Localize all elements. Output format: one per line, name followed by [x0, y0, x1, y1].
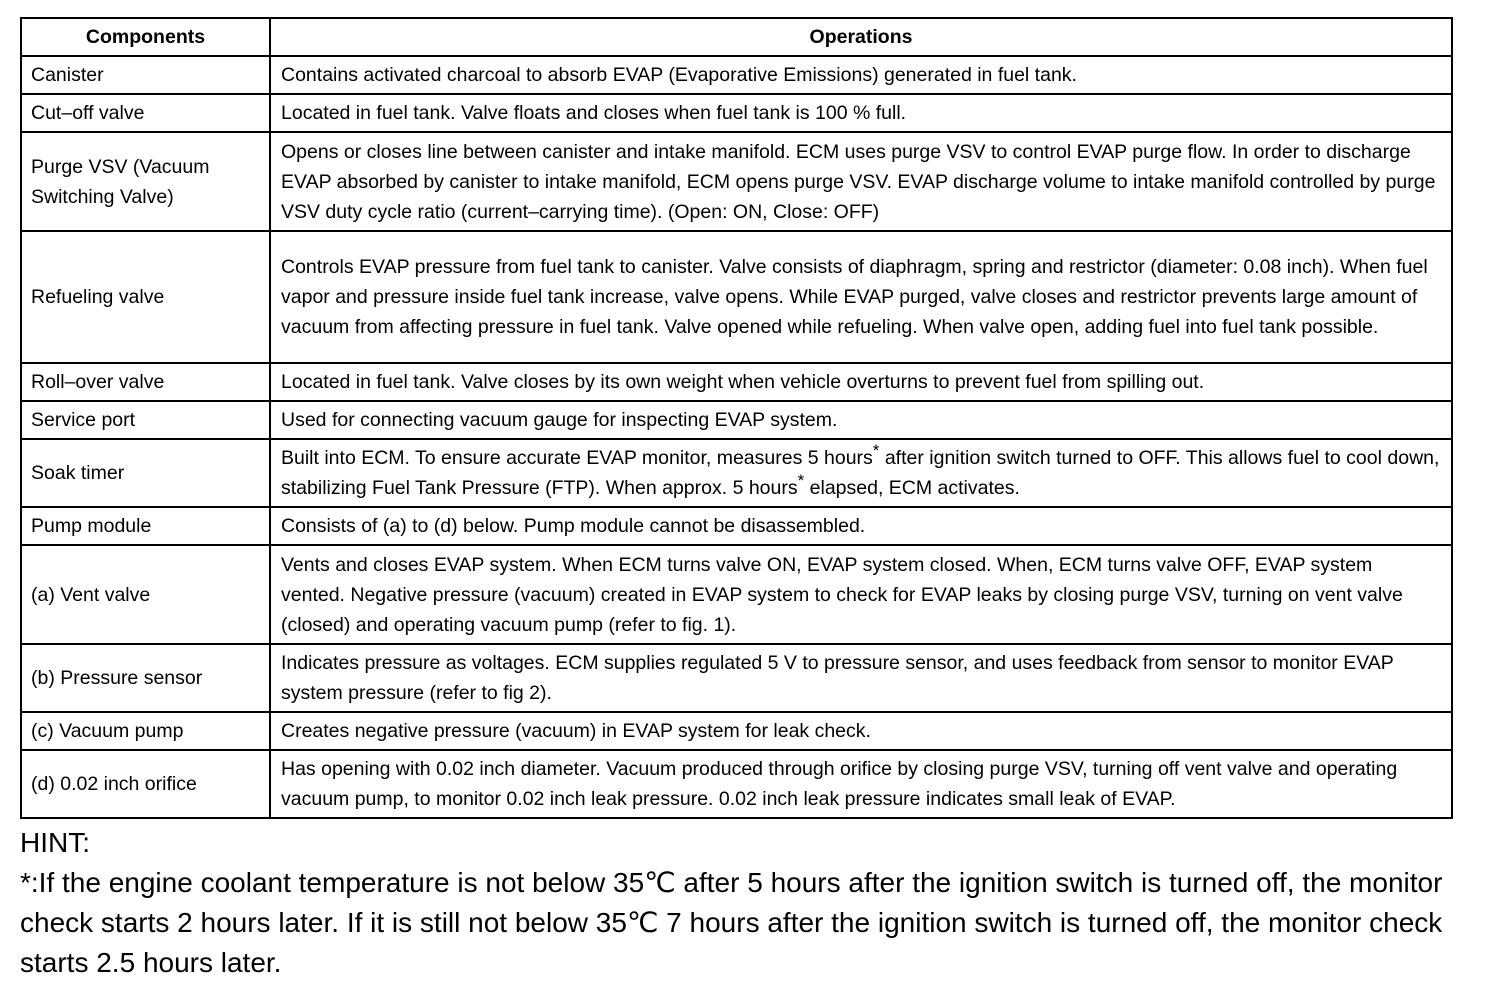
operation-cell: Controls EVAP pressure from fuel tank to canister. Valve consists of diaphragm, spring and restrictor (diameter: 0.08 inch). When fuel vapor and pressure inside fuel tank increase, valve opens. While EVAP purged, valve closes and restrictor prevents large amount of vacuum from affecting pressure in fuel tank. Valve opened while refueling. When valve open, adding fuel into fuel tank possible. — [270, 231, 1452, 363]
operation-cell — [270, 439, 1452, 507]
component-cell: Cut–off valve — [21, 94, 270, 132]
table-row-refueling-valve — [21, 231, 1452, 363]
operation-cell: Vents and closes EVAP system. When ECM turns valve ON, EVAP system closed. When, ECM turns valve OFF, EVAP system vented. Negative pressure (vacuum) created in EVAP system to check for EVAP leaks by closing purge VSV, turning on vent valve (closed) and operating vacuum pump (refer to fig. 1). — [270, 545, 1452, 644]
operation-cell: Consists of (a) to (d) below. Pump module cannot be disassembled. — [270, 507, 1452, 545]
component-cell: (b) Pressure sensor — [21, 644, 270, 712]
table-row-pressure-sensor — [21, 644, 1452, 712]
table-row-roll-over-valve — [21, 363, 1452, 401]
degree-celsius-symbol: ℃ — [644, 867, 670, 898]
hint-text-3: 7 hours after the ignition switch is turned off, the monitor check starts 2.5 hours later. — [20, 907, 1443, 978]
hint-text — [20, 863, 1460, 983]
table-header-row — [21, 18, 1452, 56]
table-row-cut-off-valve — [21, 94, 1452, 132]
operation-cell: Contains activated charcoal to absorb EVAP (Evaporative Emissions) generated in fuel tank. — [270, 56, 1452, 94]
soak-text-1: Built into ECM. To ensure accurate EVAP monitor, measures 5 hours — [281, 447, 873, 469]
operation-cell: Indicates pressure as voltages. ECM supplies regulated 5 V to pressure sensor, and uses feedback from sensor to monitor EVAP system pressure (refer to fig 2). — [270, 644, 1452, 712]
table-row-soak-timer — [21, 439, 1452, 507]
header-components: Components — [21, 18, 270, 56]
operation-cell: Located in fuel tank. Valve floats and closes when fuel tank is 100 % full. — [270, 94, 1452, 132]
table-row-vent-valve — [21, 545, 1452, 644]
component-cell: Service port — [21, 401, 270, 439]
component-cell: Refueling valve — [21, 231, 270, 363]
operation-cell: Has opening with 0.02 inch diameter. Vacuum produced through orifice by closing purge VSV, turning off vent valve and operating vacuum pump, to monitor 0.02 inch leak pressure. 0.02 inch leak pressure indicates small leak of EVAP. — [270, 750, 1452, 818]
operation-cell: Used for connecting vacuum gauge for inspecting EVAP system. — [270, 401, 1452, 439]
footnote-asterisk: * — [797, 470, 805, 490]
operation-cell: Located in fuel tank. Valve closes by its own weight when vehicle overturns to prevent fuel from spilling out. — [270, 363, 1452, 401]
hint-title: HINT: — [20, 827, 90, 858]
component-cell: Pump module — [21, 507, 270, 545]
component-cell: Soak timer — [21, 439, 270, 507]
component-cell: Canister — [21, 56, 270, 94]
table-row-pump-module — [21, 507, 1452, 545]
component-cell: (d) 0.02 inch orifice — [21, 750, 270, 818]
table-row-purge-vsv — [21, 132, 1452, 231]
hint-section — [20, 823, 1460, 983]
soak-text-2: after ignition switch turned to OFF. This allows fuel to cool down, stabilizing Fuel Tank Pressure (FTP). When approx. 5 hours — [281, 447, 1440, 499]
operation-cell: Opens or closes line between canister and intake manifold. ECM uses purge VSV to control EVAP purge flow. In order to discharge EVAP absorbed by canister to intake manifold, ECM opens purge VSV. EVAP discharge volume to intake manifold controlled by purge VSV duty cycle ratio (current–carrying time). (Open: ON, Close: OFF) — [270, 132, 1452, 231]
hint-text-1: *:If the engine coolant temperature is not below 35 — [20, 867, 645, 898]
component-cell: Purge VSV (Vacuum Switching Valve) — [21, 132, 270, 231]
component-cell: Roll–over valve — [21, 363, 270, 401]
table-row-vacuum-pump — [21, 712, 1452, 750]
degree-celsius-symbol: ℃ — [626, 907, 653, 938]
footnote-asterisk: * — [872, 440, 880, 460]
table-row-canister — [21, 56, 1452, 94]
soak-text-3: elapsed, ECM activates. — [804, 477, 1020, 499]
operation-cell: Creates negative pressure (vacuum) in EVAP system for leak check. — [270, 712, 1452, 750]
components-operations-table — [20, 17, 1453, 819]
header-operations: Operations — [270, 18, 1452, 56]
table-row-service-port — [21, 401, 1452, 439]
component-cell: (a) Vent valve — [21, 545, 270, 644]
table-row-orifice — [21, 750, 1452, 818]
hint-text-2: after 5 hours after the ignition switch is turned off, the monitor check starts 2 hours later. If it is still not below 35 — [20, 867, 1443, 938]
component-cell: (c) Vacuum pump — [21, 712, 270, 750]
